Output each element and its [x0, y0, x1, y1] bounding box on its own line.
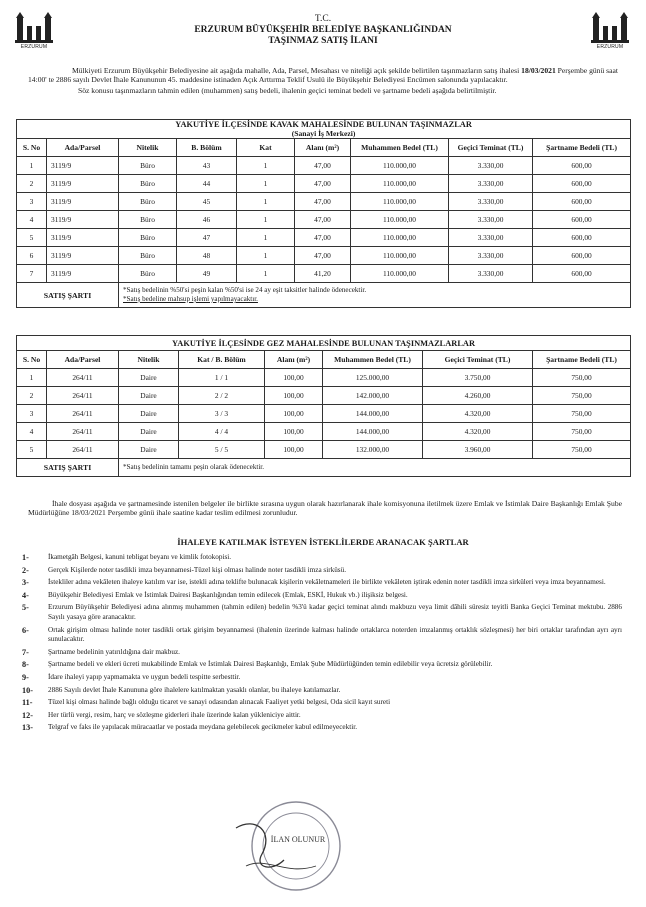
table1-cell: 3119/9 — [47, 157, 119, 175]
table1-cell: 3119/9 — [47, 211, 119, 229]
condition-text: Şartname bedeli ve ekleri ücreti mukabilinde Emlak ve İstimlak Dairesi Başkanlığı, Emlak Şube Müdürlüğünden temin edilebilir veya ücretsiz görülebilir. — [48, 660, 493, 669]
dossier-paragraph — [28, 499, 622, 518]
table1-cell: 110.000,00 — [351, 265, 449, 283]
table2-cell: 144.000,00 — [323, 405, 423, 423]
table2-cell: 100,00 — [265, 387, 323, 405]
list-item — [22, 603, 622, 622]
intro-text — [28, 66, 618, 95]
table2-sart-label: SATIŞ ŞARTI — [17, 459, 119, 477]
table2-cell: Daire — [119, 423, 179, 441]
table2-header-cell: Nitelik — [119, 351, 179, 369]
table2-header-cell: Ada/Parsel — [47, 351, 119, 369]
condition-number: 13- — [22, 723, 33, 733]
condition-text: Şartname bedelinin yatırıldığına dair makbuz. — [48, 647, 180, 656]
table1-cell: 110.000,00 — [351, 157, 449, 175]
condition-number: 10- — [22, 685, 33, 695]
table1-cell: 7 — [17, 265, 47, 283]
table2-cell: 1 / 1 — [179, 369, 265, 387]
table1-header-cell: S. No — [17, 139, 47, 157]
table2-cell: 3 / 3 — [179, 405, 265, 423]
table2-cell: Daire — [119, 405, 179, 423]
table2-cell: 1 — [17, 369, 47, 387]
table1-cell: 3.330,00 — [449, 211, 533, 229]
list-item — [22, 626, 622, 645]
table1-cell: 3119/9 — [47, 193, 119, 211]
table2-cell: 144.000,00 — [323, 423, 423, 441]
condition-number: 2- — [22, 565, 29, 575]
table1-cell: 3119/9 — [47, 229, 119, 247]
table2-cell: 100,00 — [265, 405, 323, 423]
table1-cell: Büro — [119, 229, 177, 247]
table2-header-cell: Muhammen Bedel (TL) — [323, 351, 423, 369]
table2-cell: 264/11 — [47, 369, 119, 387]
table1-cell: Büro — [119, 247, 177, 265]
list-item — [22, 648, 622, 658]
table1-cell: 46 — [177, 211, 237, 229]
table1-cell: Büro — [119, 265, 177, 283]
table1-cell: 2 — [17, 175, 47, 193]
condition-text: Büyükşehir Belediyesi Emlak ve İstimlak Dairesi Başkanlığından temin edilecek (Emlak, ESKİ, Hukuk vb.) ilişiksiz belgesi. — [48, 590, 408, 599]
table1-body — [17, 157, 631, 283]
table1-cell: 110.000,00 — [351, 247, 449, 265]
table1-cell: 45 — [177, 193, 237, 211]
table1-cell: 110.000,00 — [351, 175, 449, 193]
condition-number: 9- — [22, 672, 29, 682]
condition-text: Tüzel kişi olması halinde bağlı olduğu ticaret ve sanayi odasından alınacak Faaliyet yetki belgesi, Oda sicil kayıt sureti — [48, 698, 391, 707]
table2-cell: 264/11 — [47, 387, 119, 405]
table1-cell: 47,00 — [295, 175, 351, 193]
dossier-paragraph-text: İhale dosyası aşağıda ve şartnamesinde istenilen belgeler ile birlikte sırasına uygun olarak hazırlanarak ihale komisyonuna iletilmek üzere Emlak ve İstimlak Daire Başkanlığı Emlak Şube Müdürlüğüne 18/03/2021 Perşembe günü ihale saatine kadar teslim edilmesi zorunludur. — [28, 499, 622, 518]
condition-text: Gerçek Kişilerde noter tasdikli imza beyannamesi-Tüzel kişi olması halinde noter tasdikli imza sirküsü. — [48, 565, 346, 574]
header-title: TAŞINMAZ SATIŞ İLANI — [268, 36, 378, 46]
condition-text: İkametgâh Belgesi, kanuni tebligat beyanı ve kimlik fotokopisi. — [48, 553, 232, 561]
table2-cell: 2 — [17, 387, 47, 405]
table2-cell: 264/11 — [47, 405, 119, 423]
table1-cell: 1 — [237, 247, 295, 265]
table2-header-cell: Kat / B. Bölüm — [179, 351, 265, 369]
table2-header-cell: S. No — [17, 351, 47, 369]
intro-paragraph-2: Söz konusu taşınmazların tahmin edilen (muhammen) satış bedeli, ihalenin geçici teminat bedeli ve şartname bedeli aşağıda belirtilmiştir. — [78, 85, 497, 95]
header-institution: ERZURUM BÜYÜKŞEHİR BELEDİYE BAŞKANLIĞINDAN — [194, 25, 452, 35]
table1-header-cell: Alanı (m²) — [295, 139, 351, 157]
table1-cell: 5 — [17, 229, 47, 247]
condition-number: 11- — [22, 698, 33, 708]
table2-sart-note: *Satış bedelinin tamamı peşin olarak ödenecektir. — [119, 459, 631, 477]
table1-cell: 3119/9 — [47, 175, 119, 193]
table1-cell: 47,00 — [295, 211, 351, 229]
table2-cell: 4 / 4 — [179, 423, 265, 441]
condition-text: Her türlü vergi, resim, harç ve sözleşme giderleri ihale üzerinde kalan yükleniciye aittir. — [48, 710, 301, 719]
table2-cell: 4.320,00 — [423, 405, 533, 423]
table2-cell: 750,00 — [533, 387, 631, 405]
table1-cell: 600,00 — [533, 175, 631, 193]
table1-cell: 1 — [17, 157, 47, 175]
table1-header-cell: B. Bölüm — [177, 139, 237, 157]
condition-text: 2886 Sayılı devlet İhale Kanununa göre ihalelere katılmaktan yasaklı olanlar, bu ihaleye katılamazlar. — [48, 685, 341, 694]
table2-cell: 4.260,00 — [423, 387, 533, 405]
table-row — [17, 387, 631, 405]
table2-cell: 264/11 — [47, 423, 119, 441]
table1-cell: 3119/9 — [47, 265, 119, 283]
logo-caption: ERZURUM — [20, 44, 48, 50]
table2-cell: Daire — [119, 387, 179, 405]
table1-cell: 4 — [17, 211, 47, 229]
table1-cell: 47 — [177, 229, 237, 247]
table-row — [17, 265, 631, 283]
list-item — [22, 660, 622, 670]
list-item — [22, 578, 622, 588]
table1-cell: 600,00 — [533, 211, 631, 229]
table2-cell: 4 — [17, 423, 47, 441]
table2-cell: 750,00 — [533, 441, 631, 459]
list-item — [22, 723, 622, 733]
auction-date: 18/03/2021 — [521, 66, 556, 75]
table1-cell: 48 — [177, 247, 237, 265]
table1-cell: 3.330,00 — [449, 247, 533, 265]
table1-cell: Büro — [119, 157, 177, 175]
intro-p1-part-b: Perşembe günü saat 14:00' te 2886 sayılı Devlet İhale Kanununun 45. maddesine istinaden Açık Arttırma Teklif Usulü ile Büyükşehir Belediyesi Encümen salonunda yapılacaktır. — [28, 66, 618, 85]
condition-text: Ortak girişim olması halinde noter tasdikli ortak girişim beyannamesi (ihalenin üzerinde kalması halinde ortaklarca noterden imzalanmış ortaklık sözleşmesi) her biri ortaklar tarafından ayrı ayrı sunulacaktır. — [48, 625, 622, 644]
condition-text: İdare ihaleyi yapıp yapmamakta ve uygun bedeli tespitte serbesttir. — [48, 672, 241, 681]
table2-cell: 750,00 — [533, 423, 631, 441]
table1-cell: 41,20 — [295, 265, 351, 283]
table1-cell: 47,00 — [295, 157, 351, 175]
table1-cell: Büro — [119, 193, 177, 211]
table2-cell: 125.000,00 — [323, 369, 423, 387]
table2-title: YAKUTİYE İLÇESİNDE GEZ MAHALESİNDE BULUNAN TAŞINMAZLARLAR — [17, 336, 631, 351]
table1-header-cell: Geçici Teminat (TL) — [449, 139, 533, 157]
condition-text: Telgraf ve faks ile yapılacak müracaatlar ve postada meydana gelebilecek gecikmeler kabul edilmeyecektir. — [48, 723, 358, 732]
table2-cell: 142.000,00 — [323, 387, 423, 405]
table1-subtitle: (Sanayi İş Merkezi) — [291, 129, 356, 138]
table1-cell: 600,00 — [533, 265, 631, 283]
list-item — [22, 553, 622, 563]
condition-number: 12- — [22, 710, 33, 720]
table1-cell: 3119/9 — [47, 247, 119, 265]
condition-text: Erzurum Büyükşehir Belediyesi adına alınmış muhammen (tahmin edilen) bedelin %3'ü kadar geçici teminat alındı makbuzu veya limit dâhili süresiz teyitli Banka Geçici Teminat mektubu. 2886 Sayılı yasaya göre aranacaktır. — [48, 603, 622, 621]
table1-cell: 1 — [237, 157, 295, 175]
table1-title-text: YAKUTİYE İLÇESİNDE KAVAK MAHALESİNDE BULUNAN TAŞINMAZLAR — [175, 120, 472, 129]
table1-sart-label: SATIŞ ŞARTI — [17, 283, 119, 308]
list-item — [22, 711, 622, 721]
table1-cell: 3.330,00 — [449, 265, 533, 283]
table-row — [17, 369, 631, 387]
list-item — [22, 686, 622, 696]
official-stamp-icon — [226, 796, 348, 896]
table1-cell: 3.330,00 — [449, 229, 533, 247]
list-item — [22, 673, 622, 683]
table1-cell: 3.330,00 — [449, 175, 533, 193]
condition-number: 7- — [22, 647, 29, 657]
list-item — [22, 566, 622, 576]
condition-text: İstekliler adına vekâleten ihaleye katılım var ise, istekli adına teklifte bulunacak kişilerin vekâletnameleri ile birlikte vekâleten iştirak edenin noter tasdikli imza sirküleri veya imza beyannamesi. — [48, 578, 606, 587]
condition-number: 5- — [22, 603, 29, 613]
table2-cell: 132.000,00 — [323, 441, 423, 459]
table1-header-row — [17, 139, 631, 157]
table1-cell: 1 — [237, 229, 295, 247]
kavak-properties-table — [16, 119, 631, 308]
table2-cell: Daire — [119, 369, 179, 387]
table-row — [17, 229, 631, 247]
table1-cell: 3.330,00 — [449, 157, 533, 175]
table1-cell: 43 — [177, 157, 237, 175]
table-row — [17, 423, 631, 441]
list-item — [22, 591, 622, 601]
table2-header-cell: Geçici Teminat (TL) — [423, 351, 533, 369]
table1-cell: 600,00 — [533, 193, 631, 211]
table2-cell: 100,00 — [265, 441, 323, 459]
table-row — [17, 247, 631, 265]
table1-cell: 1 — [237, 193, 295, 211]
table1-sart-notes — [119, 283, 631, 308]
table2-cell: 3.960,00 — [423, 441, 533, 459]
table1-sart-note-1: *Satış bedelinin %50'si peşin kalan %50'si ise 24 ay eşit taksitler halinde ödenecektir. — [123, 286, 367, 294]
table1-cell: 47,00 — [295, 229, 351, 247]
gez-properties-table — [16, 335, 631, 477]
table1-cell: 600,00 — [533, 247, 631, 265]
table1-cell: 3 — [17, 193, 47, 211]
table1-cell: 110.000,00 — [351, 229, 449, 247]
table2-cell: 3 — [17, 405, 47, 423]
table1-header-cell: Kat — [237, 139, 295, 157]
stamp-text: İLAN OLUNUR — [270, 835, 326, 844]
table1-cell: Büro — [119, 175, 177, 193]
table1-cell: 600,00 — [533, 157, 631, 175]
condition-number: 1- — [22, 553, 29, 562]
table-row — [17, 175, 631, 193]
table1-header-cell: Ada/Parsel — [47, 139, 119, 157]
table-row — [17, 211, 631, 229]
conditions-list — [22, 553, 622, 736]
table-row — [17, 441, 631, 459]
condition-number: 3- — [22, 578, 29, 588]
table1-cell: 110.000,00 — [351, 193, 449, 211]
table2-body — [17, 369, 631, 459]
table-row — [17, 405, 631, 423]
table1-sart-note-2: *Satış bedeline mahsup işlemi yapılmayacaktır. — [123, 295, 258, 303]
table2-cell: 100,00 — [265, 369, 323, 387]
condition-number: 6- — [22, 625, 29, 635]
table2-cell: 750,00 — [533, 369, 631, 387]
condition-number: 4- — [22, 590, 29, 600]
table1-cell: 1 — [237, 265, 295, 283]
table2-cell: 100,00 — [265, 423, 323, 441]
table2-cell: Daire — [119, 441, 179, 459]
table1-header-cell: Muhammen Bedel (TL) — [351, 139, 449, 157]
table1-cell: 3.330,00 — [449, 193, 533, 211]
table1-header-cell: Şartname Bedeli (TL) — [533, 139, 631, 157]
table2-cell: 3.750,00 — [423, 369, 533, 387]
intro-paragraph-1 — [28, 66, 618, 85]
table-row — [17, 193, 631, 211]
table1-cell: 600,00 — [533, 229, 631, 247]
table1-header-cell: Nitelik — [119, 139, 177, 157]
table1-cell: 49 — [177, 265, 237, 283]
table1-cell: 1 — [237, 211, 295, 229]
table1-cell: Büro — [119, 211, 177, 229]
conditions-title: İHALEYE KATILMAK İSTEYEN İSTEKLİLERDE ARANACAK ŞARTLAR — [177, 537, 469, 547]
list-item — [22, 698, 622, 708]
table2-cell: 264/11 — [47, 441, 119, 459]
document-header — [0, 14, 646, 46]
condition-number: 8- — [22, 660, 29, 670]
table2-header-cell: Şartname Bedeli (TL) — [533, 351, 631, 369]
table2-cell: 4.320,00 — [423, 423, 533, 441]
table-row — [17, 157, 631, 175]
table2-cell: 750,00 — [533, 405, 631, 423]
table1-cell: 110.000,00 — [351, 211, 449, 229]
table1-cell: 6 — [17, 247, 47, 265]
table2-cell: 5 / 5 — [179, 441, 265, 459]
header-tc: T.C. — [314, 14, 332, 24]
table2-header-row — [17, 351, 631, 369]
table1-title — [17, 120, 631, 139]
intro-p1-part-a: Mülkiyeti Erzurum Büyükşehir Belediyesine ait aşağıda mahalle, Ada, Parsel, Mesahası ve niteliği açık şekilde belirtilen taşınmazların satış ihalesi — [72, 66, 522, 75]
table2-cell: 5 — [17, 441, 47, 459]
logo-caption: ERZURUM — [596, 44, 624, 50]
table1-cell: 44 — [177, 175, 237, 193]
table2-header-cell: Alanı (m²) — [265, 351, 323, 369]
table1-cell: 47,00 — [295, 193, 351, 211]
table2-cell: 2 / 2 — [179, 387, 265, 405]
table1-cell: 1 — [237, 175, 295, 193]
table1-cell: 47,00 — [295, 247, 351, 265]
